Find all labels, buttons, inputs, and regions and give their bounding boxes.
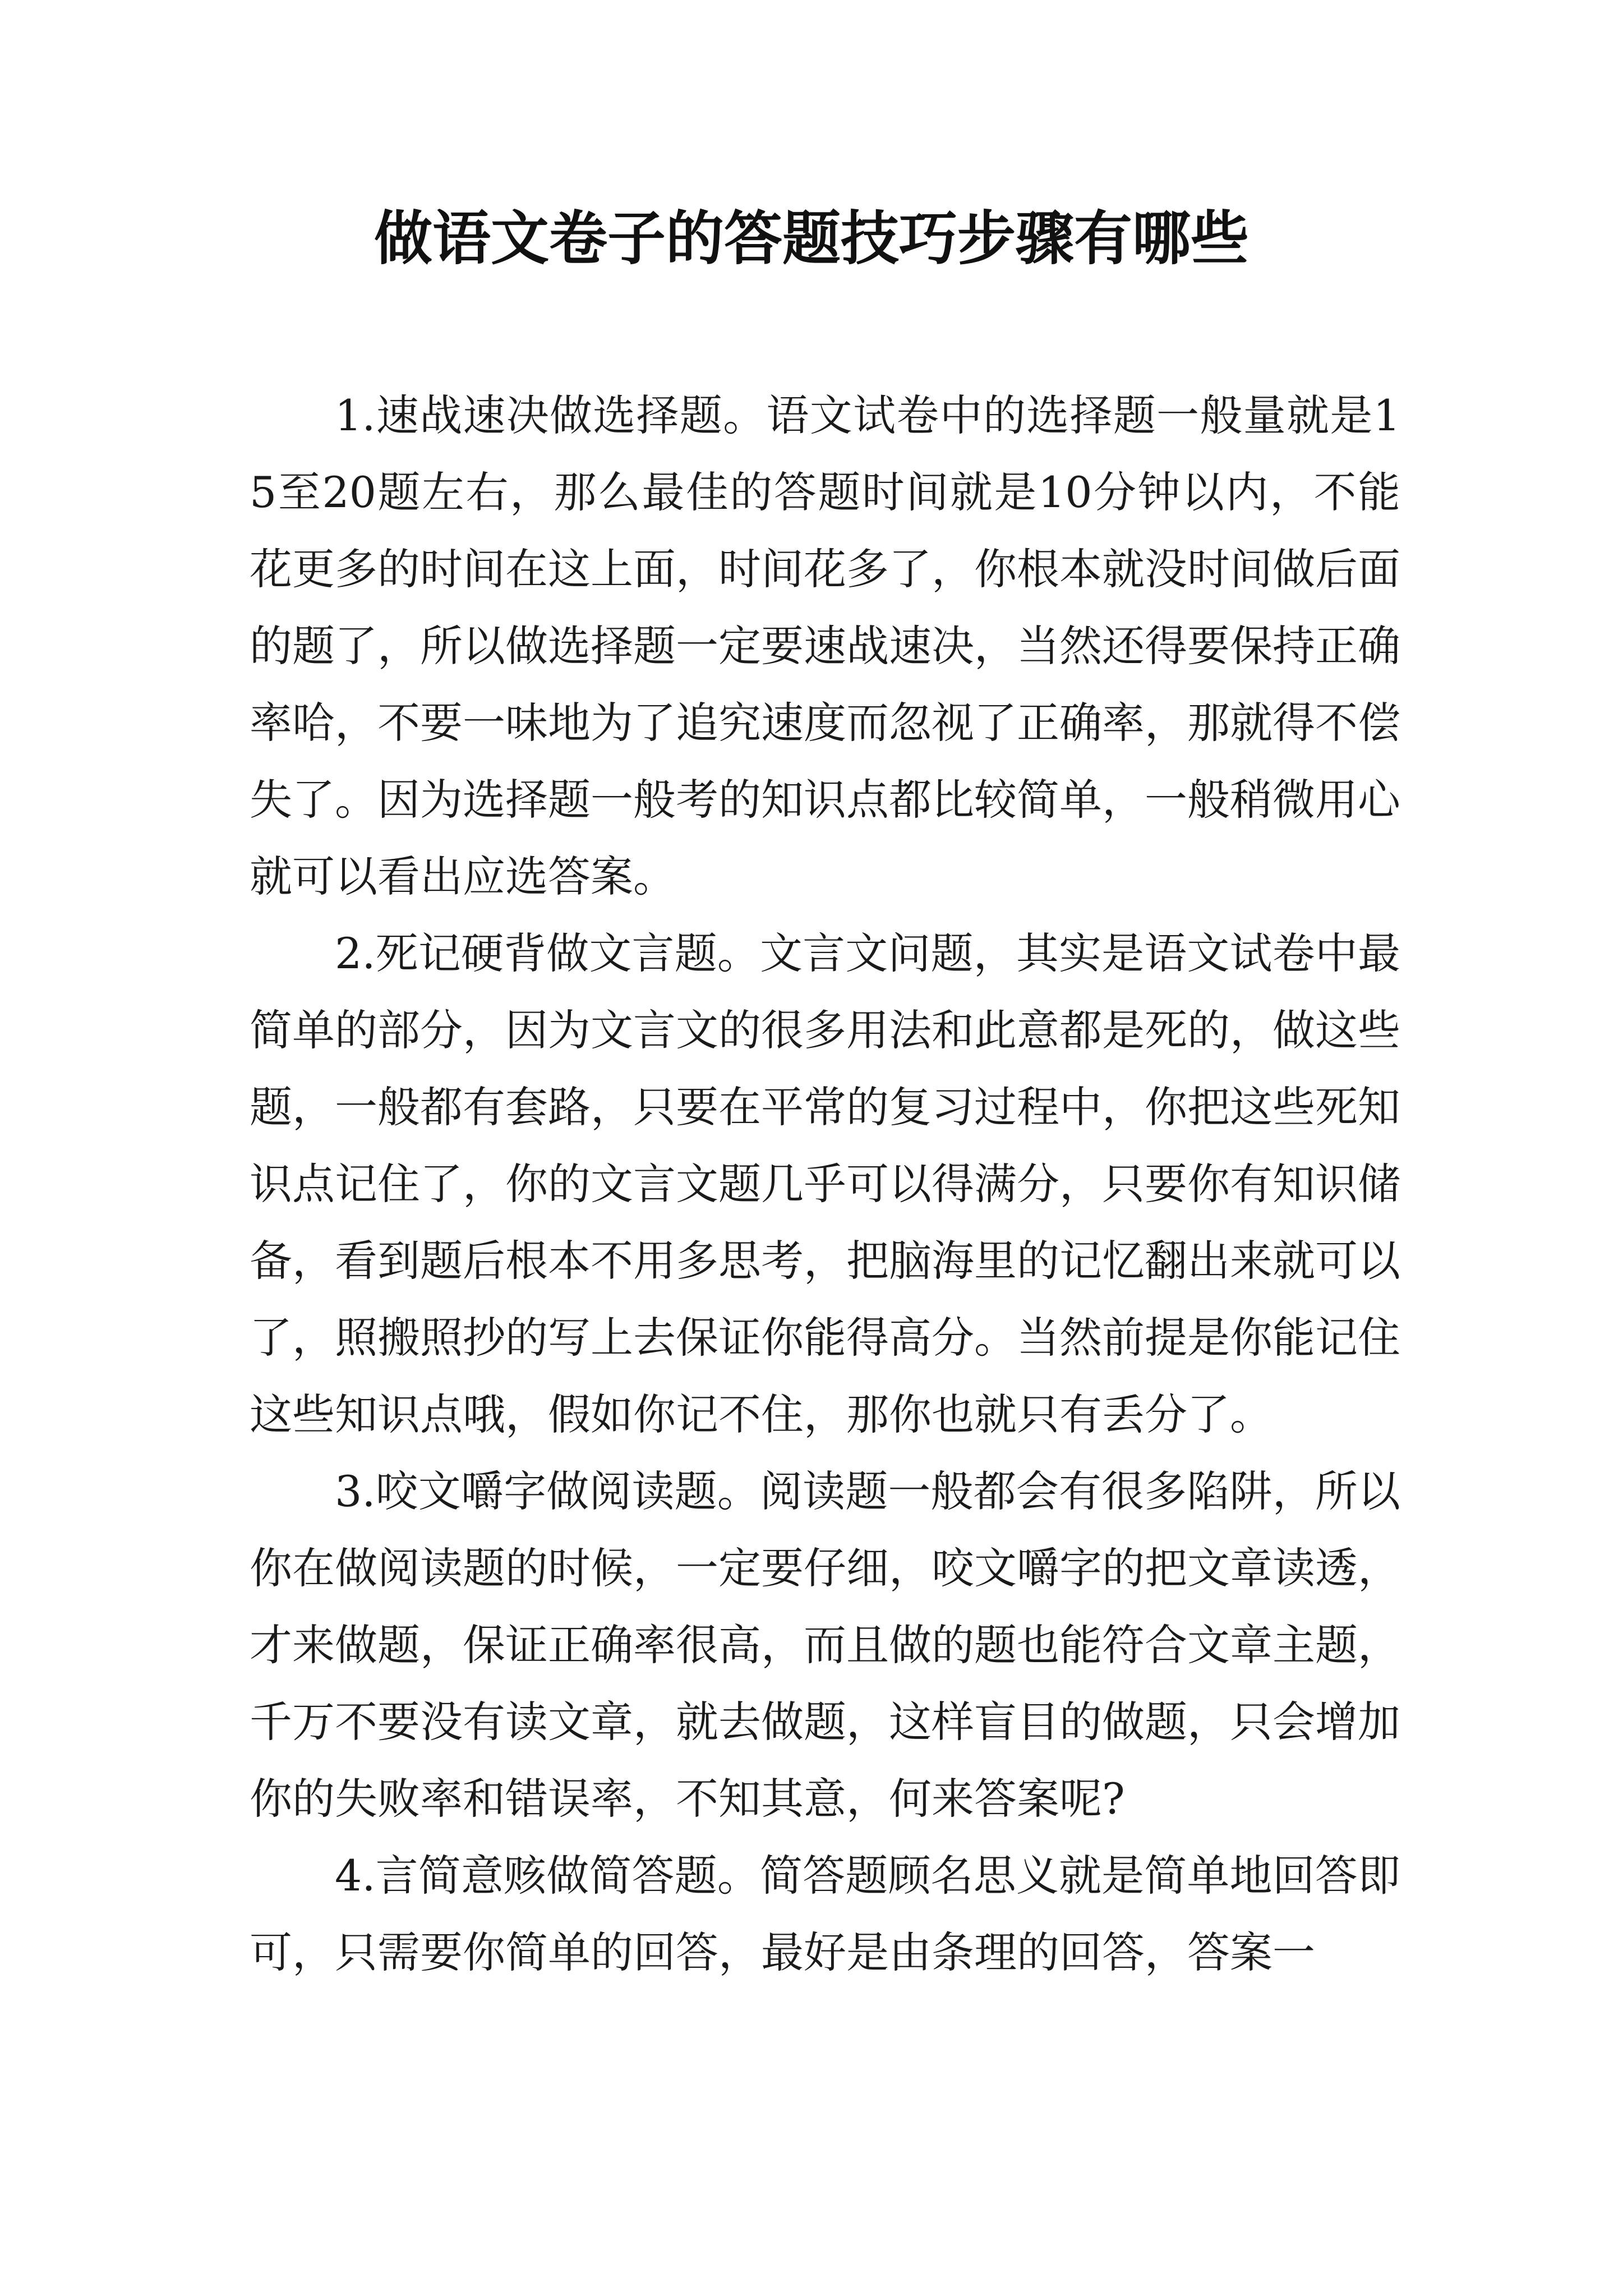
document-body <box>250 377 1400 1991</box>
paragraph-2: 2.死记硬背做文言题。文言文问题，其实是语文试卷中最简单的部分，因为文言文的很多用法和此意都是死的，做这些题，一般都有套路，只要在平常的复习过程中，你把这些死知识点记住了，你的文言文题几乎可以得满分，只要你有知识储备，看到题后根本不用多思考，把脑海里的记忆翻出来就可以了，照搬照抄的写上去保证你能得高分。当然前提是你能记住这些知识点哦，假如你记不住，那你也就只有丢分了。 <box>250 928 1400 1439</box>
paragraph-3: 3.咬文嚼字做阅读题。阅读题一般都会有很多陷阱，所以你在做阅读题的时候，一定要仔细，咬文嚼字的把文章读透，才来做题，保证正确率很高，而且做的题也能符合文章主题，千万不要没有读文章，就去做题，这样盲目的做题，只会增加你的失败率和错误率，不知其意，何来答案呢? <box>250 1466 1400 1824</box>
paragraph-4: 4.言简意赅做简答题。简答题顾名思义就是简单地回答即可，只需要你简单的回答，最好是由条理的回答，答案一 <box>250 1851 1400 1977</box>
paragraph-1: 1.速战速决做选择题。语文试卷中的选择题一般量就是15至20题左右，那么最佳的答题时间就是10分钟以内，不能花更多的时间在这上面，时间花多了，你根本就没时间做后面的题了，所以做选择题一定要速战速决，当然还得要保持正确率哈，不要一味地为了追究速度而忽视了正确率，那就得不偿失了。因为选择题一般考的知识点都比较简单，一般稍微用心就可以看出应选答案。 <box>250 390 1400 901</box>
document-title: 做语文卷子的答题技巧步骤有哪些 <box>374 204 1249 273</box>
